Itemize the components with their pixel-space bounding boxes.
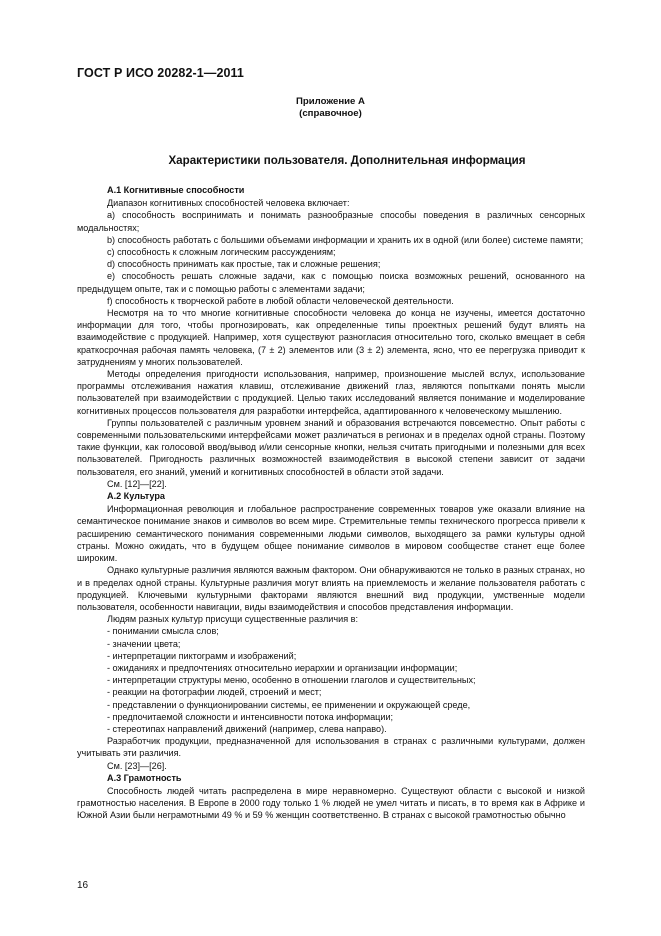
list-item: - ожиданиях и предпочтениях относительно иерархии и организации информации; bbox=[107, 662, 458, 673]
list-item: - стереотипах направлений движений (например, слева направо). bbox=[107, 723, 387, 734]
annex-heading bbox=[77, 96, 584, 120]
list-item: - интерпретации пиктограмм и изображений; bbox=[107, 650, 297, 661]
paragraph: Однако культурные различия являются важным фактором. Они обнаруживаются не только в разных странах, но и в пределах одной страны. Культурные различия могут влиять на приемлемость и желание пользователя работать с продукцией. Ключевыми культурными факторами являются внешний вид продукции, умственные модели пользователя, особенности навигации, виды взаимодействия и способов представления информации. bbox=[77, 565, 585, 612]
list-item: - представлении о функционировании системы, ее применении и окружающей среде, bbox=[107, 699, 471, 710]
annex-subtitle: (справочное) bbox=[299, 108, 362, 119]
section-heading-a1: А.1 Когнитивные способности bbox=[107, 185, 245, 195]
paragraph: Людям разных культур присущи существенные различия в: bbox=[107, 614, 358, 625]
page-number: 16 bbox=[77, 880, 89, 891]
list-item: e) способность решать сложные задачи, как с помощью поиска возможных решений, основанного на предыдущем опыте, так и с помощью работы с элементами задачи; bbox=[77, 271, 585, 294]
list-item: - реакции на фотографии людей, строений и мест; bbox=[107, 687, 322, 698]
list-item: a) способность воспринимать и понимать разнообразные способы поведения в различных сенсорных модальностях; bbox=[77, 210, 585, 233]
list-item: d) способность принимать как простые, так и сложные решения; bbox=[107, 259, 381, 270]
reference-citation: См. [23]—[26]. bbox=[107, 760, 167, 771]
paragraph: Группы пользователей с различным уровнем знаний и образования встречаются повсеместно. Опыт работы с современными пользовательскими интерфейсами может различаться в регионах и в пределах одной страны. Поэтому такие функции, как голосовой ввод/вывод и/или сенсорные кнопки, нельзя считать пригодными и полезными для всех пользователей. Пригодность различных возможностей взаимодействия в высокой степени зависит от задачи пользователя, его знаний, умений и когнитивных способностей в области этой задачи. bbox=[77, 417, 585, 477]
section-heading-a3: А.3 Грамотность bbox=[107, 772, 182, 783]
paragraph: Методы определения пригодности использования, например, произношение мыслей вслух, использование программы отслеживания нажатия клавиш, отслеживание движений глаз, являются попытками понять мысли пользователей при взаимодействии с продукцией. Целью таких исследований является понимание и моделирование когнитивных процессов пользователя для разработки интерфейса, адаптированного к человеческому мышлению. bbox=[77, 369, 585, 416]
reference-citation: См. [12]—[22]. bbox=[107, 478, 167, 489]
paragraph: Диапазон когнитивных способностей человека включает: bbox=[107, 198, 350, 209]
annex-title: Приложение А bbox=[296, 96, 365, 107]
list-item: f) способность к творческой работе в любой области человеческой деятельности. bbox=[107, 295, 454, 306]
standard-header: ГОСТ Р ИСО 20282-1—2011 bbox=[77, 66, 244, 80]
list-item: - предпочитаемой сложности и интенсивности потока информации; bbox=[107, 711, 394, 722]
document-body bbox=[77, 184, 585, 822]
paragraph: Способность людей читать распределена в мире неравномерно. Существуют области с высокой и низкой грамотностью населения. В Европе в 2000 году только 1 % людей не умел читать и писать, в то время как в Африке и Южной Азии были неграмотными 49 % и 59 % женщин соответственно. В странах с высокой грамотностью обычно bbox=[77, 785, 585, 821]
list-item: - понимании смысла слов; bbox=[107, 626, 219, 637]
paragraph: Разработчик продукции, предназначенной для использования в странах с различными культурами, должен учитывать эти различия. bbox=[77, 736, 585, 759]
paragraph: Информационная революция и глобальное распространение современных товаров уже оказали влияние на семантическое понимание знаков и символов во всем мире. Стремительные темпы технического прогресса привели к расширению семантического понимания современными людьми символов, выходящего за рамки культуры одной страны. Можно ожидать, что в будущем общее понимание символов в мировом сообществе станет еще более широким. bbox=[77, 504, 585, 564]
list-item: - интерпретации структуры меню, особенно в отношении глаголов и существительных; bbox=[107, 675, 476, 686]
main-title: Характеристики пользователя. Дополнительная информация bbox=[168, 154, 526, 167]
list-item: b) способность работать с большими объемами информации и хранить их в одной (или более) системе памяти; bbox=[107, 234, 584, 245]
list-item: - значении цвета; bbox=[107, 638, 181, 649]
list-item: c) способность к сложным логическим рассуждениям; bbox=[107, 247, 336, 258]
paragraph: Несмотря на то что многие когнитивные способности человека до конца не изучены, имеется достаточно информации для того, чтобы прогнозировать, как определенные типы проектных решений будут влиять на взаимодействие с продукцией. Например, хотя существуют разногласия относительно того, сколько вмещает в себя краткосрочная рабочая память человека, (7 ± 2) элементов или (3 ± 2) элемента, ясно, что ее перегрузка приводит к затруднениям у многих пользователей. bbox=[77, 308, 585, 367]
section-heading-a2: А.2 Культура bbox=[107, 491, 165, 502]
